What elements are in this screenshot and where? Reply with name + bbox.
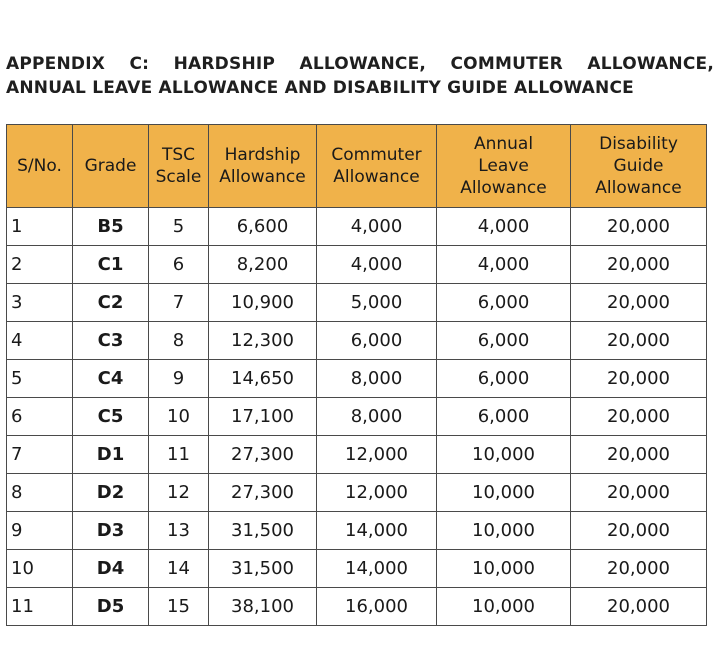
header-text-line: Hardship [224,145,301,165]
cell-sno: 9 [7,512,73,550]
cell-grade: C1 [73,246,149,284]
table-row [7,360,707,398]
allowance-table-body [7,208,707,626]
cell-commuter-allowance: 4,000 [317,246,437,284]
cell-commuter-allowance: 5,000 [317,284,437,322]
table-row [7,208,707,246]
cell-annual-leave-allowance: 6,000 [437,360,571,398]
cell-tsc-scale: 13 [149,512,209,550]
cell-hardship-allowance: 8,200 [209,246,317,284]
cell-sno: 10 [7,550,73,588]
cell-sno: 6 [7,398,73,436]
appendix-title-line-1: APPENDIX C: HARDSHIP ALLOWANCE, COMMUTER ALLOWANCE, [6,54,714,74]
cell-hardship-allowance: 6,600 [209,208,317,246]
cell-grade: C4 [73,360,149,398]
cell-sno: 3 [7,284,73,322]
cell-hardship-allowance: 38,100 [209,588,317,626]
cell-disability-guide-allowance: 20,000 [571,246,707,284]
cell-commuter-allowance: 12,000 [317,436,437,474]
cell-tsc-scale: 5 [149,208,209,246]
cell-sno: 7 [7,436,73,474]
cell-hardship-allowance: 14,650 [209,360,317,398]
cell-commuter-allowance: 6,000 [317,322,437,360]
cell-annual-leave-allowance: 6,000 [437,398,571,436]
header-text-line: Grade [84,156,137,176]
cell-disability-guide-allowance: 20,000 [571,208,707,246]
cell-sno: 1 [7,208,73,246]
cell-grade: C3 [73,322,149,360]
cell-tsc-scale: 10 [149,398,209,436]
cell-tsc-scale: 12 [149,474,209,512]
cell-annual-leave-allowance: 4,000 [437,208,571,246]
cell-hardship-allowance: 31,500 [209,550,317,588]
cell-hardship-allowance: 31,500 [209,512,317,550]
header-text-line: Disability [599,134,678,154]
cell-hardship-allowance: 17,100 [209,398,317,436]
cell-grade: B5 [73,208,149,246]
header-hardship-allowance [209,125,317,208]
cell-grade: D5 [73,588,149,626]
cell-sno: 4 [7,322,73,360]
header-disability-guide-allowance [571,125,707,208]
header-text-line: Allowance [460,178,547,198]
cell-grade: D3 [73,512,149,550]
cell-commuter-allowance: 8,000 [317,398,437,436]
cell-commuter-allowance: 14,000 [317,512,437,550]
cell-disability-guide-allowance: 20,000 [571,322,707,360]
cell-sno: 8 [7,474,73,512]
cell-hardship-allowance: 12,300 [209,322,317,360]
header-text-line: Annual [473,134,534,154]
cell-hardship-allowance: 10,900 [209,284,317,322]
cell-commuter-allowance: 16,000 [317,588,437,626]
cell-grade: D4 [73,550,149,588]
header-commuter-allowance [317,125,437,208]
cell-sno: 11 [7,588,73,626]
cell-tsc-scale: 7 [149,284,209,322]
cell-tsc-scale: 15 [149,588,209,626]
table-row [7,322,707,360]
header-tsc-scale [149,125,209,208]
header-text-line: Leave [478,156,529,176]
table-row [7,474,707,512]
cell-grade: C2 [73,284,149,322]
cell-annual-leave-allowance: 4,000 [437,246,571,284]
cell-hardship-allowance: 27,300 [209,474,317,512]
cell-grade: D2 [73,474,149,512]
cell-tsc-scale: 14 [149,550,209,588]
cell-tsc-scale: 9 [149,360,209,398]
cell-disability-guide-allowance: 20,000 [571,512,707,550]
header-text-line: TSC [161,145,196,165]
cell-annual-leave-allowance: 10,000 [437,588,571,626]
header-text-line: Guide [613,156,664,176]
header-text-line: Scale [155,167,202,187]
cell-tsc-scale: 11 [149,436,209,474]
table-row [7,246,707,284]
cell-disability-guide-allowance: 20,000 [571,436,707,474]
table-row [7,588,707,626]
cell-disability-guide-allowance: 20,000 [571,360,707,398]
header-text-line: Allowance [219,167,306,187]
header-text-line: Allowance [595,178,682,198]
header-text-line: Commuter [331,145,422,165]
cell-commuter-allowance: 14,000 [317,550,437,588]
cell-commuter-allowance: 12,000 [317,474,437,512]
cell-commuter-allowance: 8,000 [317,360,437,398]
cell-disability-guide-allowance: 20,000 [571,550,707,588]
header-annual-leave-allowance [437,125,571,208]
appendix-title-line-2: ANNUAL LEAVE ALLOWANCE AND DISABILITY GUIDE ALLOWANCE [6,78,634,98]
header-sno [7,125,73,208]
header-grade [73,125,149,208]
cell-sno: 5 [7,360,73,398]
allowance-table [6,124,707,626]
header-text-line: S/No. [17,156,62,176]
cell-tsc-scale: 6 [149,246,209,284]
table-row [7,512,707,550]
cell-hardship-allowance: 27,300 [209,436,317,474]
appendix-title [6,52,714,100]
cell-disability-guide-allowance: 20,000 [571,474,707,512]
cell-grade: C5 [73,398,149,436]
table-row [7,398,707,436]
cell-disability-guide-allowance: 20,000 [571,284,707,322]
allowance-table-header [7,125,707,208]
cell-annual-leave-allowance: 10,000 [437,474,571,512]
cell-sno: 2 [7,246,73,284]
table-row [7,436,707,474]
cell-annual-leave-allowance: 10,000 [437,550,571,588]
cell-tsc-scale: 8 [149,322,209,360]
cell-disability-guide-allowance: 20,000 [571,398,707,436]
cell-grade: D1 [73,436,149,474]
cell-annual-leave-allowance: 10,000 [437,436,571,474]
cell-annual-leave-allowance: 6,000 [437,322,571,360]
header-text-line: Allowance [333,167,420,187]
table-row [7,284,707,322]
cell-annual-leave-allowance: 6,000 [437,284,571,322]
cell-commuter-allowance: 4,000 [317,208,437,246]
table-row [7,550,707,588]
header-row [7,125,707,208]
cell-annual-leave-allowance: 10,000 [437,512,571,550]
cell-disability-guide-allowance: 20,000 [571,588,707,626]
